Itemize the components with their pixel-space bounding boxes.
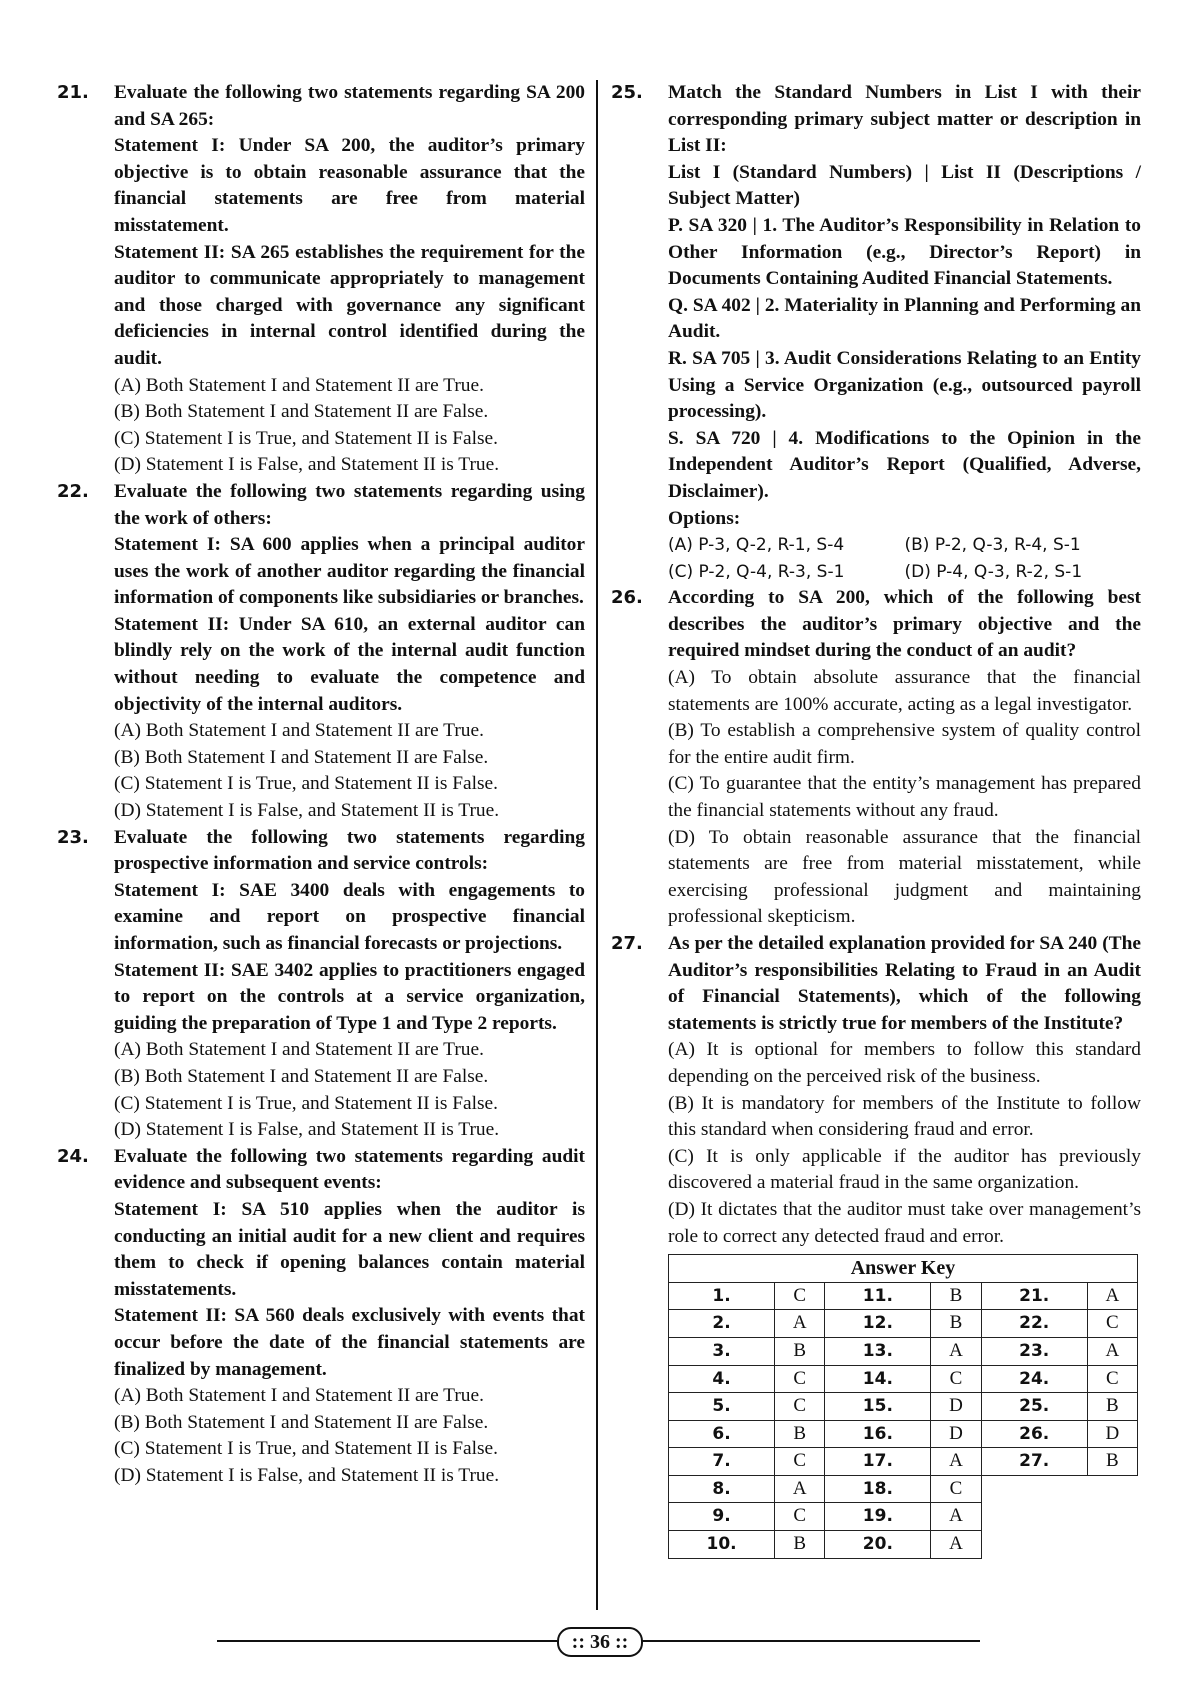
- option-b: (B) To establish a comprehensive system of quality control for the entire audit firm.: [668, 720, 1141, 768]
- answer-key-question-number: 1.: [669, 1282, 775, 1310]
- answer-key-answer: B: [775, 1337, 825, 1365]
- answer-key-question-number: 3.: [669, 1337, 775, 1365]
- answer-key-question-number: 20.: [825, 1531, 931, 1559]
- answer-key-row: [669, 1531, 1138, 1559]
- answer-key-question-number: 17.: [825, 1448, 931, 1476]
- question-24: [57, 1144, 585, 1490]
- question-stem: Evaluate the following two statements regarding SA 200 and SA 265:: [114, 82, 585, 130]
- answer-key-answer: C: [931, 1475, 981, 1503]
- answer-key-answer: A: [931, 1531, 981, 1559]
- question-number: 23.: [57, 826, 89, 848]
- answer-key-row: [669, 1475, 1138, 1503]
- option-b: (B) Both Statement I and Statement II are False.: [114, 1411, 489, 1433]
- options-label: Options:: [668, 507, 741, 529]
- question-23: [57, 825, 585, 1144]
- answer-key-empty-cell: [981, 1531, 1087, 1559]
- column-divider: [596, 80, 598, 1610]
- option-b: (B) Both Statement I and Statement II are False.: [114, 746, 489, 768]
- statement-1: Statement I: SA 600 applies when a principal auditor uses the work of another auditor regarding the financial information of components like subsidiaries or branches.: [114, 534, 585, 609]
- answer-key-question-number: 18.: [825, 1475, 931, 1503]
- answer-key-question-number: 13.: [825, 1337, 931, 1365]
- answer-key-row: [669, 1310, 1138, 1338]
- option-d: (D) Statement I is False, and Statement II is True.: [114, 1464, 500, 1486]
- answer-key-answer: C: [775, 1365, 825, 1393]
- answer-key-row: [669, 1448, 1138, 1476]
- answer-key-answer: A: [931, 1448, 981, 1476]
- question-27: [611, 931, 1141, 1250]
- match-pair-p: P. SA 320 | 1. The Auditor’s Responsibility in Relation to Other Information (e.g., Director’s Report) in Documents Containing Audited Financial Statements.: [668, 214, 1141, 290]
- answer-key-question-number: 5.: [669, 1393, 775, 1421]
- answer-key-title: Answer Key: [669, 1255, 1138, 1283]
- answer-key-row: [669, 1365, 1138, 1393]
- answer-key-question-number: 11.: [825, 1282, 931, 1310]
- answer-key-question-number: 24.: [981, 1365, 1087, 1393]
- option-a: (A) Both Statement I and Statement II are True.: [114, 1039, 484, 1061]
- answer-key-answer: A: [1087, 1337, 1137, 1365]
- answer-key-answer: B: [931, 1282, 981, 1310]
- statement-2: Statement II: SA 265 establishes the requirement for the auditor to communicate appropriately to management and those charged with governance any significant deficiencies in internal control identified during the audit.: [114, 241, 585, 369]
- question-number: 25.: [611, 82, 643, 103]
- match-pair-q: Q. SA 402 | 2. Materiality in Planning and Performing an Audit.: [668, 294, 1141, 343]
- statement-2: Statement II: SAE 3402 applies to practitioners engaged to report on the controls at a service organization, guiding the preparation of Type 1 and Type 2 reports.: [114, 959, 585, 1034]
- answer-key-answer: D: [931, 1420, 981, 1448]
- answer-key-question-number: 10.: [669, 1531, 775, 1559]
- answer-key-question-number: 9.: [669, 1503, 775, 1531]
- answer-key-row: [669, 1393, 1138, 1421]
- option-b: (B) Both Statement I and Statement II are False.: [114, 1065, 489, 1087]
- statement-1: Statement I: SA 510 applies when the auditor is conducting an initial audit for a new client and requires them to check if opening balances contain material misstatements.: [114, 1198, 585, 1300]
- question-stem: As per the detailed explanation provided for SA 240 (The Auditor’s responsibilities Relating to Fraud in an Audit of Financial Statements), which of the following statements is strictly true for members of the Institute?: [668, 933, 1141, 1034]
- options-row: [668, 532, 1141, 559]
- answer-key-empty-cell: [981, 1503, 1087, 1531]
- match-pair-r: R. SA 705 | 3. Audit Considerations Relating to an Entity Using a Service Organization (e.g., outsourced payroll processing).: [668, 347, 1141, 423]
- statement-2: Statement II: Under SA 610, an external auditor can blindly rely on the work of the internal audit function without needing to evaluate the competence and objectivity of the internal auditors.: [114, 613, 585, 715]
- statement-1: Statement I: SAE 3400 deals with engagements to examine and report on prospective financial information, such as financial forecasts or projections.: [114, 879, 585, 954]
- question-stem: Evaluate the following two statements regarding audit evidence and subsequent events:: [114, 1145, 585, 1194]
- answer-key-question-number: 27.: [981, 1448, 1087, 1476]
- answer-key-answer: B: [1087, 1448, 1137, 1476]
- list-header: List I (Standard Numbers) | List II (Descriptions / Subject Matter): [668, 161, 1141, 210]
- option-c: (C) Statement I is True, and Statement II is False.: [114, 773, 498, 795]
- answer-key-answer: B: [775, 1531, 825, 1559]
- question-stem: Evaluate the following two statements regarding using the work of others:: [114, 480, 585, 529]
- answer-key-answer: A: [775, 1475, 825, 1503]
- question-number: 21.: [57, 82, 89, 103]
- option-c: (C) Statement I is True, and Statement II is False.: [114, 1438, 498, 1460]
- answer-key-question-number: 23.: [981, 1337, 1087, 1365]
- answer-key-question-number: 21.: [981, 1282, 1087, 1310]
- option-c: (C) Statement I is True, and Statement II is False.: [114, 427, 498, 449]
- answer-key-question-number: 7.: [669, 1448, 775, 1476]
- option-b: (B) It is mandatory for members of the Institute to follow this standard when considering fraud and error.: [668, 1092, 1141, 1141]
- answer-key-question-number: 19.: [825, 1503, 931, 1531]
- question-number: 24.: [57, 1145, 89, 1167]
- option-a: (A) To obtain absolute assurance that the financial statements are 100% accurate, acting as a legal investigator.: [668, 667, 1141, 715]
- answer-key-answer: A: [775, 1310, 825, 1338]
- option-b: (B) Both Statement I and Statement II are False.: [114, 401, 489, 423]
- answer-key-answer: B: [1087, 1393, 1137, 1421]
- question-26: [611, 585, 1141, 931]
- option-c: (C) To guarantee that the entity’s management has prepared the financial statements without any fraud.: [668, 773, 1141, 822]
- question-number: 22.: [57, 480, 89, 502]
- answer-key-answer: C: [775, 1393, 825, 1421]
- answer-key-answer: B: [775, 1420, 825, 1448]
- option-c: (C) P-2, Q-4, R-3, S-1: [668, 561, 845, 582]
- answer-key-answer: C: [775, 1503, 825, 1531]
- answer-key-question-number: 4.: [669, 1365, 775, 1393]
- answer-key-question-number: 15.: [825, 1393, 931, 1421]
- question-22: [57, 479, 585, 825]
- statement-2: Statement II: SA 560 deals exclusively with events that occur before the date of the financial statements are finalized by management.: [114, 1305, 585, 1380]
- answer-key-answer: C: [1087, 1310, 1137, 1338]
- question-stem: According to SA 200, which of the following best describes the auditor’s primary objective and the required mindset during the conduct of an audit?: [668, 587, 1141, 662]
- question-number: 27.: [611, 933, 643, 954]
- answer-key-row: [669, 1337, 1138, 1365]
- answer-key-answer: C: [1087, 1365, 1137, 1393]
- option-a: (A) Both Statement I and Statement II are True.: [114, 1385, 484, 1407]
- answer-key-question-number: 16.: [825, 1420, 931, 1448]
- option-a: (A) P-3, Q-2, R-1, S-4: [668, 535, 845, 556]
- answer-key-question-number: 6.: [669, 1420, 775, 1448]
- answer-key-question-number: 25.: [981, 1393, 1087, 1421]
- answer-key-answer: D: [1087, 1420, 1137, 1448]
- left-column: [57, 80, 585, 1489]
- question-number: 26.: [611, 587, 643, 609]
- answer-key-empty-cell: [1087, 1531, 1137, 1559]
- answer-key-answer: A: [931, 1337, 981, 1365]
- question-21: [57, 80, 585, 479]
- answer-key-question-number: 12.: [825, 1310, 931, 1338]
- question-stem: Match the Standard Numbers in List I with their corresponding primary subject matter or description in List II:: [668, 82, 1141, 157]
- answer-key-answer: C: [775, 1448, 825, 1476]
- answer-key-question-number: 26.: [981, 1420, 1087, 1448]
- option-a: (A) It is optional for members to follow this standard depending on the perceived risk of the business.: [668, 1039, 1141, 1087]
- option-b: (B) P-2, Q-3, R-4, S-1: [904, 535, 1081, 556]
- answer-key-answer: A: [931, 1503, 981, 1531]
- page-number: :: 36 ::: [557, 1627, 643, 1657]
- answer-key-answer: C: [931, 1365, 981, 1393]
- answer-key-row: [669, 1503, 1138, 1531]
- answer-key-empty-cell: [981, 1475, 1087, 1503]
- option-a: (A) Both Statement I and Statement II are True.: [114, 720, 484, 742]
- question-25: [611, 80, 1141, 585]
- option-c: (C) Statement I is True, and Statement II is False.: [114, 1092, 498, 1114]
- question-stem: Evaluate the following two statements regarding prospective information and service controls:: [114, 826, 585, 875]
- option-d: (D) Statement I is False, and Statement II is True.: [114, 1119, 500, 1141]
- options-row: [668, 559, 1141, 586]
- footer-rule-left: [217, 1640, 557, 1642]
- answer-key-empty-cell: [1087, 1475, 1137, 1503]
- match-pair-s: S. SA 720 | 4. Modifications to the Opinion in the Independent Auditor’s Report (Qualified, Adverse, Disclaimer).: [668, 427, 1141, 502]
- answer-key-row: [669, 1282, 1138, 1310]
- answer-key-answer: B: [931, 1310, 981, 1338]
- option-d: (D) To obtain reasonable assurance that the financial statements are free from material misstatement, while exercising professional judgment and maintaining professional skepticism.: [668, 826, 1141, 928]
- answer-key-question-number: 14.: [825, 1365, 931, 1393]
- answer-key-table: [668, 1254, 1138, 1559]
- answer-key-question-number: 2.: [669, 1310, 775, 1338]
- answer-key-row: [669, 1420, 1138, 1448]
- option-d: (D) Statement I is False, and Statement II is True.: [114, 454, 500, 476]
- option-d: (D) Statement I is False, and Statement II is True.: [114, 800, 500, 822]
- answer-key-question-number: 22.: [981, 1310, 1087, 1338]
- answer-key-answer: D: [931, 1393, 981, 1421]
- answer-key-question-number: 8.: [669, 1475, 775, 1503]
- answer-key-empty-cell: [1087, 1503, 1137, 1531]
- statement-1: Statement I: Under SA 200, the auditor’s primary objective is to obtain reasonable assurance that the financial statements are free from material misstatement.: [114, 135, 585, 236]
- option-a: (A) Both Statement I and Statement II are True.: [114, 374, 484, 396]
- option-d: (D) P-4, Q-3, R-2, S-1: [904, 561, 1083, 582]
- answer-key-title-row: [669, 1255, 1138, 1283]
- right-column: [611, 80, 1141, 1559]
- answer-key-answer: C: [775, 1282, 825, 1310]
- footer-rule-right: [640, 1640, 980, 1642]
- answer-key-answer: A: [1087, 1282, 1137, 1310]
- option-d: (D) It dictates that the auditor must take over management’s role to correct any detected fraud and error.: [668, 1198, 1141, 1247]
- option-c: (C) It is only applicable if the auditor has previously discovered a material fraud in the same organization.: [668, 1145, 1141, 1194]
